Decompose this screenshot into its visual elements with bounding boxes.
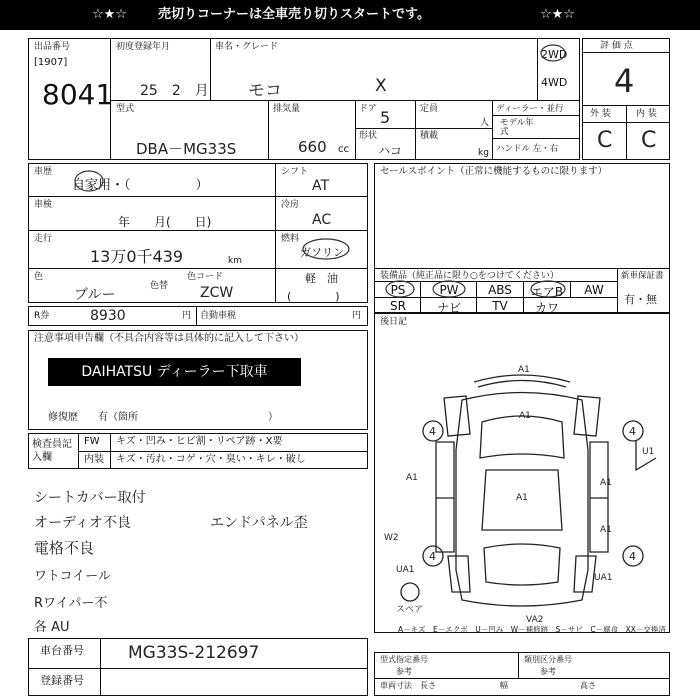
color-code-label: 色コード (187, 272, 224, 282)
later-note-label: 後日記 (380, 317, 408, 327)
damage-legend: A－キズ E－エクボ U－凹み W－補修跡 S－サビ C－腐食 XX－交換済 (398, 625, 666, 634)
displacement-unit: cc (338, 144, 349, 155)
color-label: 色 (34, 272, 44, 282)
model-type-label: 型式 (116, 104, 135, 114)
warranty-value: 有・無 (624, 293, 657, 306)
color-code-value: ZCW (200, 285, 234, 301)
dealer-label: ディーラー・並行 (496, 104, 564, 114)
fuel-circle-mark (302, 238, 350, 260)
score-label: 評 価 点 (600, 41, 633, 51)
capacity-unit: 人 (480, 118, 490, 128)
interior-value: C (641, 128, 657, 153)
recycle-label: R券 (34, 311, 50, 321)
handwritten-note-right: エンドパネル歪 (210, 515, 308, 531)
equip-airbag-circle (530, 280, 566, 298)
equip-ps-circle (385, 280, 415, 298)
tire-front-left: 4 (429, 425, 436, 438)
score-value: 4 (614, 62, 635, 100)
model-year-label: モデル年式 (500, 118, 534, 137)
displacement-value: 660 (298, 138, 327, 156)
mileage-label: 走行 (34, 234, 53, 244)
type-designation-label: 型式指定番号 (380, 655, 428, 664)
inspector-interior-label: 内装 (84, 454, 104, 465)
inspector-interior-items: キズ・汚れ・コゲ・穴・臭い・キレ・破し (116, 454, 306, 465)
mark-right-side-rear: A1 (600, 525, 612, 535)
car-damage-diagram (374, 330, 670, 630)
mark-left-quarter: W2 (384, 533, 399, 543)
mileage-unit: km (228, 256, 242, 266)
color-change-label: 色替 (150, 281, 169, 291)
chassis-label: 車台番号 (40, 644, 84, 657)
usage-label: 車歴 (34, 167, 53, 177)
class-number-label: 類別区分番号 (524, 655, 572, 664)
shift-label: シフト (281, 167, 309, 177)
banner-stars-left: ☆★☆ (92, 7, 127, 22)
equip-pw: PW (439, 283, 459, 297)
handwritten-note-5: Rワイパー不 (34, 596, 108, 611)
equip-airbag: エアB (530, 285, 564, 299)
exterior-value: C (597, 128, 613, 153)
warranty-label: 新車保証書 (621, 271, 664, 281)
usage-value: 自家用・（ ） (72, 178, 209, 193)
equip-navi: ナビ (436, 301, 461, 315)
fuel-label: 燃料 (281, 234, 300, 244)
shape-label: 形状 (359, 131, 378, 141)
mark-roof: A1 (516, 493, 528, 503)
inspector-fw-label: FW (84, 436, 100, 447)
equip-leather: カワ (534, 301, 559, 315)
inspector-label: 検査員記入欄 (32, 439, 72, 463)
car-name-value: モコ (248, 81, 282, 101)
mark-right-mirror: U1 (642, 447, 655, 457)
mark-right-side-front: A1 (600, 478, 612, 488)
capacity-label: 定員 (420, 104, 439, 114)
equip-tv: TV (492, 299, 508, 313)
equip-pw-circle (432, 280, 466, 298)
type-ref-label: 参考 (396, 667, 412, 676)
class-ref-label: 参考 (540, 667, 556, 676)
inspection-label: 車検 (34, 200, 53, 210)
mileage-value: 13万0千439 (90, 247, 184, 266)
grade-value: X (375, 76, 387, 96)
equip-sr: SR (390, 299, 406, 313)
banner-text: 売切りコーナーは全車売り切りスタートです。 (158, 7, 430, 22)
sales-point-label: セールスポイント（正常に機能するものに限ります） (380, 166, 608, 177)
mark-rear-bumper: VA2 (526, 615, 544, 625)
tire-rear-left: 4 (429, 550, 436, 563)
handle-label: ハンドル 左・右 (496, 144, 559, 154)
fuel-other: ( ) (287, 290, 340, 303)
car-name-label: 車名・グレード (215, 42, 279, 52)
doors-value: 5 (380, 108, 391, 127)
lot-number-label: 出品番号 (34, 42, 71, 52)
top-banner (0, 0, 700, 30)
drive-circle-mark (540, 44, 566, 62)
doors-label: ドア (359, 104, 377, 114)
ac-value: AC (312, 212, 332, 228)
usage-circle-mark (74, 170, 104, 192)
mark-right-rear: UA1 (594, 573, 613, 583)
handwritten-note-4: ワトコイール (34, 569, 111, 584)
handwritten-note-1: シートカバー取付 (34, 490, 146, 506)
handwritten-note-6: 各 AU (34, 620, 70, 635)
tire-front-right: 4 (629, 425, 636, 438)
inspection-value: 年 月( 日) (118, 215, 212, 229)
chassis-value: MG33S-212697 (128, 643, 260, 663)
displacement-label: 排気量 (273, 104, 301, 114)
handwritten-note-2: オーディオ不良 (34, 515, 131, 531)
equip-ps: PS (390, 283, 406, 297)
width-label: 幅 (500, 681, 508, 690)
fuel-gasoline: ガソリン (300, 246, 344, 259)
color-value: ブルー (74, 287, 116, 303)
lot-code: [1907] (34, 57, 68, 68)
load-unit: kg (478, 148, 489, 158)
load-label: 積載 (420, 131, 439, 141)
equipment-label: 装備品（純正品に限り○をつけてください） (380, 271, 559, 281)
shape-value: ハコ (378, 144, 403, 158)
handwritten-note-3: 電格不良 (34, 539, 95, 557)
first-registration-label: 初度登録年月 (116, 42, 171, 52)
interior-label: 内 装 (636, 109, 657, 119)
model-type-value: DBA－MG33S (136, 140, 237, 158)
mark-front-bumper: A1 (518, 365, 530, 375)
mark-left-rear: UA1 (396, 565, 415, 575)
length-label: 長さ (420, 681, 436, 690)
mark-left-side: A1 (406, 473, 418, 483)
banner-stars-right: ☆★☆ (540, 7, 575, 22)
fuel-diesel: 軽 油 (305, 272, 338, 285)
notes-label: 注意事項申告欄（不具合内容等は具体的に記入して下さい） (34, 333, 304, 344)
registration-label: 登録番号 (40, 674, 84, 687)
vehicle-size-label: 車両寸法 (380, 681, 412, 690)
recycle-value: 8930 (90, 308, 126, 324)
dealer-trade-in-tag: DAIHATSU ディーラー下取車 (48, 358, 301, 386)
inspector-fw-items: キズ・凹み・ヒビ割・リペア跡・X要 (116, 436, 283, 447)
equip-abs: ABS (488, 283, 512, 297)
tax-unit: 円 (352, 311, 362, 321)
recycle-unit: 円 (182, 311, 192, 321)
drive-2wd-option: 2WD (541, 48, 568, 61)
tax-label: 自動車税 (200, 311, 237, 321)
first-registration-value: 25 2 月 (140, 83, 209, 99)
repair-history-label: 修復歴 有（箇所 ） (48, 412, 278, 423)
tire-rear-right: 4 (629, 550, 636, 563)
exterior-label: 外 装 (590, 109, 611, 119)
drive-4wd-option: 4WD (541, 76, 568, 89)
ac-label: 冷房 (281, 200, 300, 210)
equip-aw: AW (584, 283, 604, 297)
spare-tire-label: スペア (396, 605, 424, 615)
shift-value: AT (312, 178, 330, 194)
lot-number: 8041 (42, 78, 114, 111)
height-label: 高さ (580, 681, 596, 690)
mark-hood: A1 (519, 411, 531, 421)
recycle-row (28, 306, 368, 326)
